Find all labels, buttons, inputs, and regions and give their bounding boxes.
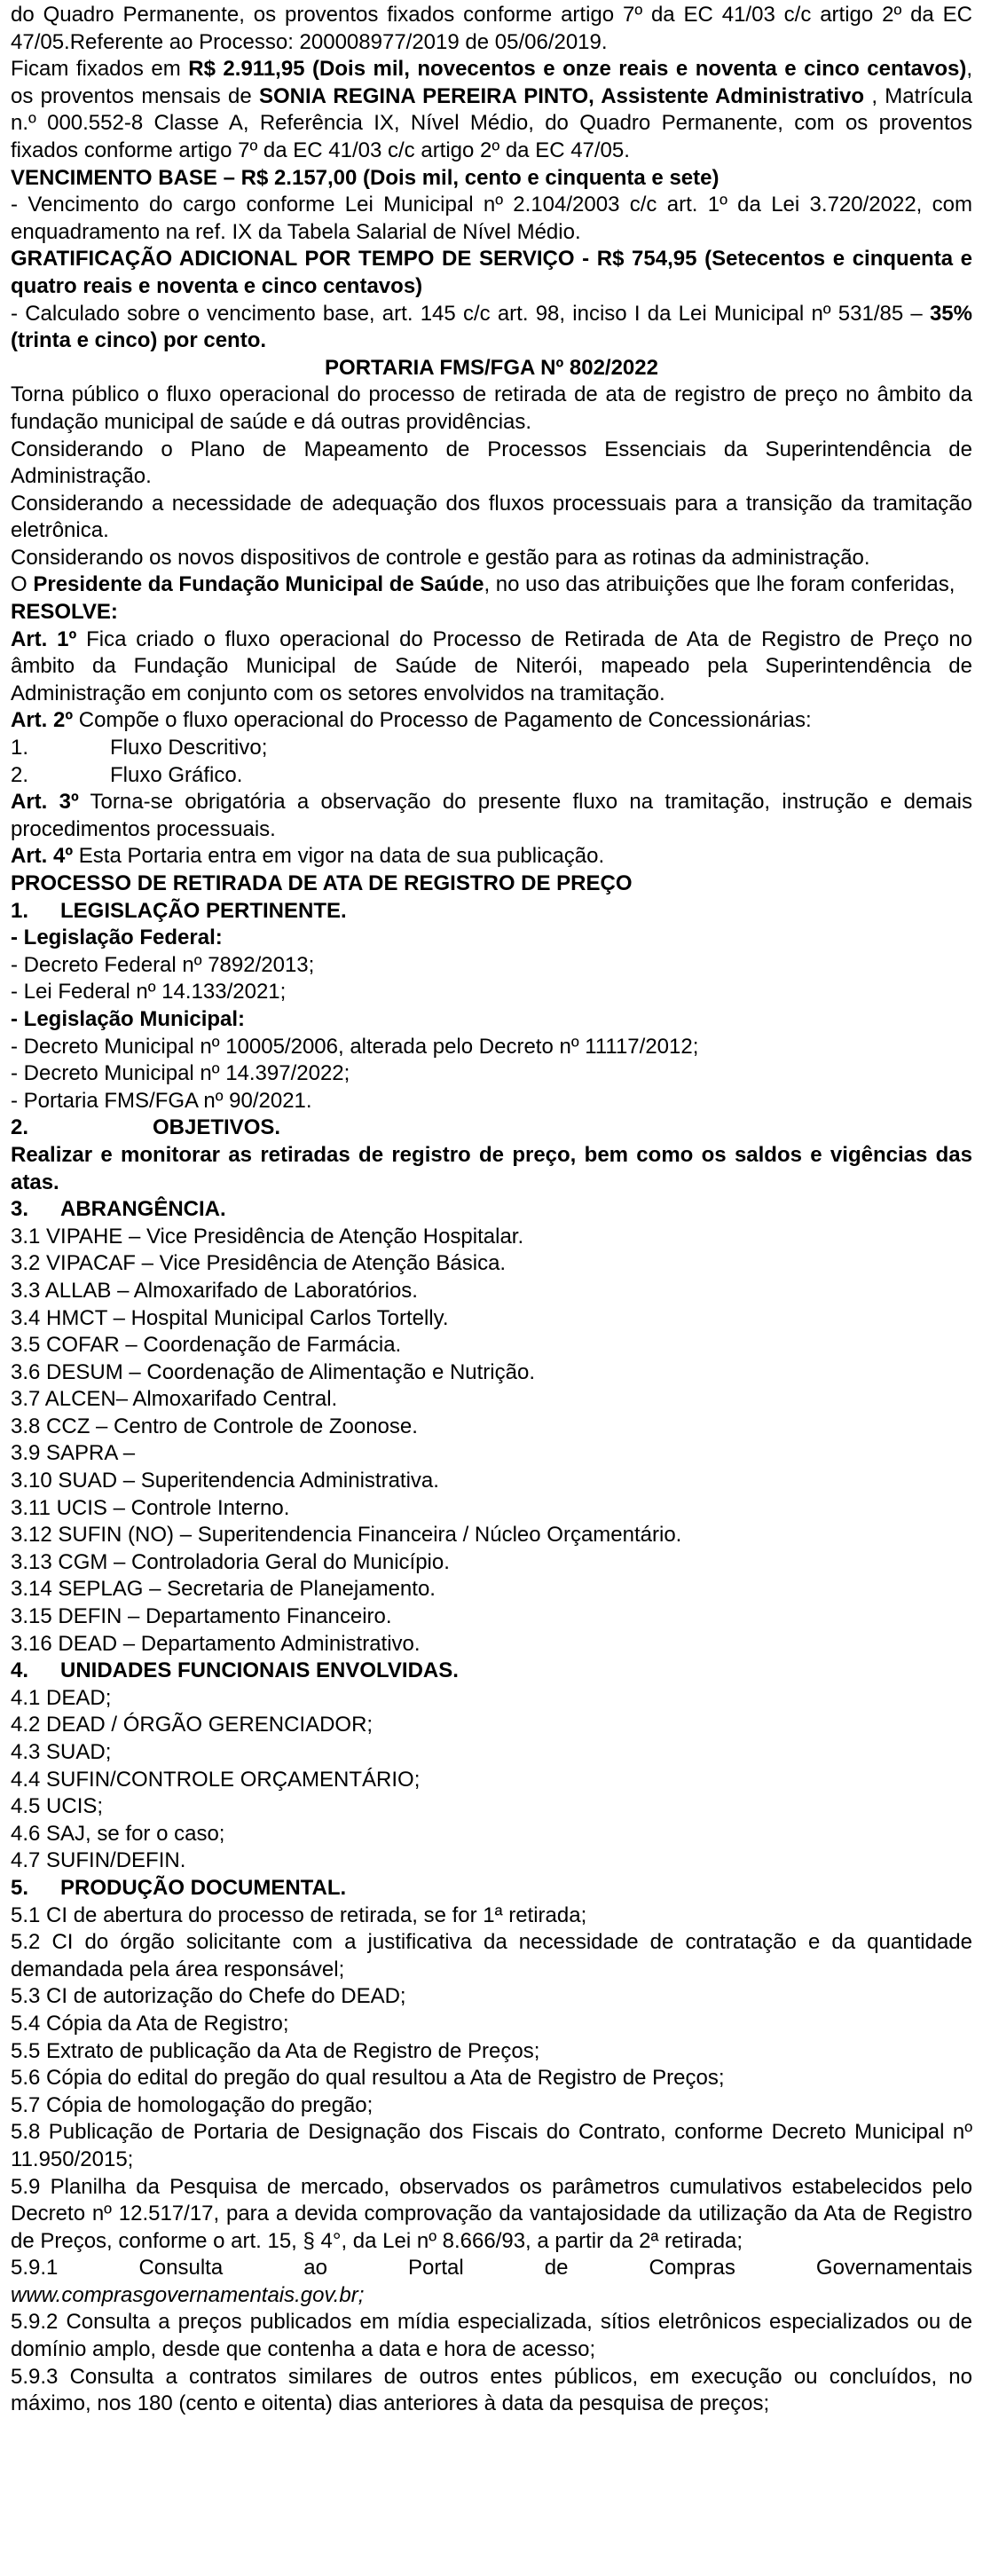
document-paragraph bbox=[11, 2119, 972, 2173]
document-paragraph bbox=[11, 1332, 972, 1359]
document-paragraph bbox=[11, 1305, 972, 1333]
text-run: 5.6 Cópia do edital do pregão do qual resultou a Ata de Registro de Preços; bbox=[11, 2066, 725, 2091]
text-run: 3.5 COFAR – Coordenação de Farmácia. bbox=[11, 1333, 402, 1358]
text-run: 5.3 CI de autorização do Chefe do DEAD; bbox=[11, 1984, 406, 2009]
document-paragraph bbox=[11, 1576, 972, 1603]
document-paragraph bbox=[11, 1793, 972, 1821]
text-run: 4.7 SUFIN/DEFIN. bbox=[11, 1848, 186, 1873]
document-paragraph bbox=[11, 2309, 972, 2363]
text-run: 4.4 SUFIN/CONTROLE ORÇAMENTÁRIO; bbox=[11, 1767, 421, 1792]
text-run: PROCESSO DE RETIRADA DE ATA DE REGISTRO DE PREÇO bbox=[11, 871, 633, 895]
text-run: OBJETIVOS. bbox=[153, 1115, 281, 1140]
document-paragraph bbox=[11, 491, 972, 545]
document-paragraph bbox=[11, 762, 972, 790]
text-run: Art. 4º bbox=[11, 844, 74, 869]
text-run: Presidente da Fundação Municipal de Saúde bbox=[33, 572, 484, 597]
document-paragraph bbox=[11, 2065, 972, 2092]
document-paragraph bbox=[11, 1522, 972, 1549]
text-run: - Portaria FMS/FGA nº 90/2021. bbox=[11, 1088, 312, 1113]
text-run: www.comprasgovernamentais.gov.br; bbox=[11, 2282, 365, 2307]
document-paragraph bbox=[11, 1224, 972, 1251]
text-run: PRODUÇÃO DOCUMENTAL. bbox=[60, 1875, 347, 1900]
text-run: , no uso das atribuições que lhe foram conferidas, bbox=[484, 572, 955, 597]
text-run: Esta Portaria entra em vigor na data de sua publicação. bbox=[73, 844, 605, 869]
document-paragraph bbox=[11, 1468, 972, 1495]
text-run: - Decreto Municipal nº 10005/2006, alterada pelo Decreto nº 11117/2012; bbox=[11, 1034, 699, 1059]
text-run: 3.9 SAPRA – bbox=[11, 1441, 136, 1466]
text-run: 3.15 DEFIN – Departamento Financeiro. bbox=[11, 1604, 392, 1629]
text-run: 5.9.1 Consulta ao Portal de Compras Governamentais bbox=[11, 2256, 972, 2281]
text-run: 4.1 DEAD; bbox=[11, 1685, 112, 1710]
document-paragraph bbox=[11, 952, 972, 980]
text-run: 3.6 DESUM – Coordenação de Alimentação e Nutrição. bbox=[11, 1359, 535, 1384]
text-run: 3.7 ALCEN– Almoxarifado Central. bbox=[11, 1387, 338, 1412]
text-run: - Vencimento do cargo conforme Lei Municipal nº 2.104/2003 c/c art. 1º da Lei 3.720/2022, com enquadramento na ref. IX da Tabela Salarial de Nível Médio. bbox=[11, 193, 972, 244]
document-paragraph bbox=[11, 1875, 972, 1902]
text-run: LEGISLAÇÃO PERTINENTE. bbox=[60, 898, 347, 923]
text-run: Art. 1º bbox=[11, 626, 77, 651]
document-paragraph bbox=[11, 925, 972, 952]
document-paragraph bbox=[11, 437, 972, 491]
text-run: Ficam fixados em bbox=[11, 57, 189, 82]
item-number: 2. bbox=[11, 762, 29, 787]
text-run: 4.2 DEAD / ÓRGÃO GERENCIADOR; bbox=[11, 1713, 374, 1737]
document-paragraph bbox=[11, 843, 972, 870]
document-paragraph bbox=[11, 1359, 972, 1387]
item-number: 2. bbox=[11, 1115, 29, 1140]
text-run: VENCIMENTO BASE – R$ 2.157,00 (Dois mil, cento e cinquenta e sete) bbox=[11, 165, 720, 190]
text-run: 4.5 UCIS; bbox=[11, 1794, 104, 1819]
text-run: 5.9 Planilha da Pesquisa de mercado, observados os parâmetros cumulativos estabelecidos pelo Decreto nº 12.517/17, para a devida comprovação da vantajosidade da utilização da Ata de Registro de Preços, conforme o art. 15, § 4°, da Lei nº 8.666/93, a partir da 2ª retirada; bbox=[11, 2174, 972, 2253]
document-paragraph bbox=[11, 2011, 972, 2038]
document-paragraph bbox=[11, 789, 972, 843]
text-run: 3.10 SUAD – Superitendencia Administrativa. bbox=[11, 1469, 439, 1493]
document-paragraph bbox=[11, 735, 972, 762]
document-paragraph bbox=[11, 1386, 972, 1414]
text-run: UNIDADES FUNCIONAIS ENVOLVIDAS. bbox=[60, 1658, 459, 1683]
text-run: 5.9.2 Consulta a preços publicados em mídia especializada, sítios eletrônicos especializados ou de domínio amplo, desde que contenha a data e hora de acesso; bbox=[11, 2310, 972, 2362]
text-run: , os proventos mensais de bbox=[11, 57, 973, 108]
text-run: Considerando os novos dispositivos de controle e gestão para as rotinas da administração. bbox=[11, 545, 870, 570]
text-run: Art. 3º bbox=[11, 790, 79, 815]
text-run: Compõe o fluxo operacional do Processo de Pagamento de Concessionárias: bbox=[73, 708, 812, 733]
text-run: Art. 2º bbox=[11, 708, 74, 733]
text-run: ABRANGÊNCIA. bbox=[60, 1197, 226, 1222]
document-paragraph bbox=[11, 1495, 972, 1523]
text-run: - Calculado sobre o vencimento base, art. 145 c/c art. 98, inciso I da Lei Municipal nº 531/85 – bbox=[11, 301, 930, 326]
text-run: Considerando a necessidade de adequação dos fluxos processuais para a transição da tramitação eletrônica. bbox=[11, 491, 972, 543]
document-paragraph bbox=[11, 2282, 972, 2310]
text-run: Fluxo Descritivo; bbox=[110, 736, 268, 760]
document-paragraph bbox=[11, 1414, 972, 1441]
document-paragraph bbox=[11, 382, 972, 436]
text-run: - Lei Federal nº 14.133/2021; bbox=[11, 980, 287, 1004]
document-paragraph bbox=[11, 1278, 972, 1305]
document-paragraph bbox=[11, 2174, 972, 2256]
text-run: PORTARIA FMS/FGA Nº 802/2022 bbox=[325, 355, 658, 380]
text-run: Torna-se obrigatória a observação do presente fluxo na tramitação, instrução e demais procedimentos processuais. bbox=[11, 790, 972, 841]
document-paragraph bbox=[11, 1088, 972, 1115]
document-paragraph bbox=[11, 1739, 972, 1767]
document-paragraph bbox=[11, 1440, 972, 1468]
text-run: GRATIFICAÇÃO ADICIONAL POR TEMPO DE SERVIÇO - R$ 754,95 (Setecentos e cinquenta e quatro reais e noventa e cinco centavos) bbox=[11, 247, 972, 298]
text-run: 3.12 SUFIN (NO) – Superitendencia Financeira / Núcleo Orçamentário. bbox=[11, 1523, 682, 1548]
item-number: 3. bbox=[11, 1197, 29, 1222]
document-paragraph bbox=[11, 2255, 972, 2282]
text-run: 3.14 SEPLAG – Secretaria de Planejamento. bbox=[11, 1577, 436, 1602]
document-paragraph bbox=[11, 1685, 972, 1713]
document-paragraph bbox=[11, 1767, 972, 1794]
text-run: RESOLVE: bbox=[11, 600, 118, 625]
document-paragraph bbox=[11, 1115, 972, 1142]
item-number: 1. bbox=[11, 736, 29, 760]
text-run: 5.7 Cópia de homologação do pregão; bbox=[11, 2092, 374, 2117]
text-run: 35% (trinta e cinco) por cento. bbox=[11, 301, 972, 353]
document-paragraph bbox=[11, 870, 972, 898]
text-run: Fica criado o fluxo operacional do Processo de Retirada de Ata de Registro de Preço no âmbito da Fundação Municipal de Saúde de Niterói, mapeado pela Superintendência de Administração em conjunto com os setores envolvidos na tramitação. bbox=[11, 626, 972, 705]
text-run: 5.9.3 Consulta a contratos similares de outros entes públicos, em execução ou concluídos, no máximo, nos 180 (cento e oitenta) dias anteriores à data da pesquisa de preços; bbox=[11, 2364, 972, 2416]
document-paragraph bbox=[11, 1929, 972, 1983]
document-paragraph bbox=[11, 2, 972, 56]
text-run: Realizar e monitorar as retiradas de registro de preço, bem como os saldos e vigências das atas. bbox=[11, 1142, 972, 1194]
text-run: 3.16 DEAD – Departamento Administrativo. bbox=[11, 1631, 421, 1656]
text-run: Considerando o Plano de Mapeamento de Processos Essenciais da Superintendência de Administração. bbox=[11, 437, 972, 489]
text-run: 3.4 HMCT – Hospital Municipal Carlos Tortelly. bbox=[11, 1305, 449, 1330]
document-paragraph bbox=[11, 1631, 972, 1658]
document-paragraph bbox=[11, 1821, 972, 1848]
document-paragraph bbox=[11, 1250, 972, 1278]
text-run: R$ 2.911,95 (Dois mil, novecentos e onze reais e noventa e cinco centavos) bbox=[188, 57, 967, 82]
document-paragraph bbox=[11, 571, 972, 599]
document-paragraph bbox=[11, 1983, 972, 2011]
document-paragraph bbox=[11, 1060, 972, 1088]
text-run: 3.11 UCIS – Controle Interno. bbox=[11, 1495, 290, 1520]
text-run: 5.1 CI de abertura do processo de retirada, se for 1ª retirada; bbox=[11, 1902, 587, 1927]
text-run: Torna público o fluxo operacional do processo de retirada de ata de registro de preço no âmbito da fundação municipal de saúde e dá outras providências. bbox=[11, 382, 972, 434]
document-paragraph bbox=[11, 192, 972, 246]
document-paragraph bbox=[11, 165, 972, 193]
document-paragraph bbox=[11, 1658, 972, 1685]
document-paragraph bbox=[11, 1006, 972, 1034]
document-paragraph bbox=[11, 545, 972, 572]
text-run: Fluxo Gráfico. bbox=[110, 762, 243, 787]
text-run: SONIA REGINA PEREIRA PINTO, Assistente Administrativo bbox=[259, 83, 865, 108]
document-paragraph bbox=[11, 355, 972, 382]
text-run: O bbox=[11, 572, 34, 597]
text-run: 5.5 Extrato de publicação da Ata de Registro de Preços; bbox=[11, 2038, 540, 2063]
item-number: 4. bbox=[11, 1658, 29, 1683]
document-paragraph bbox=[11, 301, 972, 355]
document-paragraph bbox=[11, 1902, 972, 1930]
document-paragraph bbox=[11, 626, 972, 708]
text-run: 5.4 Cópia da Ata de Registro; bbox=[11, 2011, 289, 2036]
document-paragraph bbox=[11, 898, 972, 926]
document-paragraph bbox=[11, 1712, 972, 1739]
document-paragraph bbox=[11, 1549, 972, 1577]
text-run: 3.1 VIPAHE – Vice Presidência de Atenção Hospitalar. bbox=[11, 1224, 524, 1249]
document-paragraph bbox=[11, 1196, 972, 1224]
document-paragraph bbox=[11, 707, 972, 735]
document-paragraph bbox=[11, 1034, 972, 1061]
text-run: - Decreto Municipal nº 14.397/2022; bbox=[11, 1061, 350, 1086]
document-paragraph bbox=[11, 2038, 972, 2066]
document-paragraph bbox=[11, 56, 972, 164]
text-run: 5.2 CI do órgão solicitante com a justificativa da necessidade de contratação e da quantidade demandada pela área responsável; bbox=[11, 1930, 972, 1981]
document-paragraph bbox=[11, 246, 972, 300]
text-run: 3.2 VIPACAF – Vice Presidência de Atenção Básica. bbox=[11, 1251, 507, 1276]
text-run: 3.8 CCZ – Centro de Controle de Zoonose. bbox=[11, 1414, 418, 1438]
text-run: 4.3 SUAD; bbox=[11, 1740, 112, 1764]
text-run: do Quadro Permanente, os proventos fixados conforme artigo 7º da EC 41/03 c/c artigo 2º da EC 47/05.Referente ao Processo: 200008977/2019 de 05/06/2019. bbox=[11, 3, 972, 54]
document-paragraph bbox=[11, 2364, 972, 2418]
text-run: 4.6 SAJ, se for o caso; bbox=[11, 1821, 225, 1846]
document-paragraph bbox=[11, 599, 972, 626]
text-run: - Legislação Federal: bbox=[11, 926, 223, 950]
document-paragraph bbox=[11, 979, 972, 1006]
text-run: 3.3 ALLAB – Almoxarifado de Laboratórios. bbox=[11, 1278, 418, 1303]
item-number: 1. bbox=[11, 898, 29, 923]
text-run: , Matrícula n.º 000.552-8 Classe A, Referência IX, Nível Médio, do Quadro Permanente, com os proventos fixados conforme artigo 7º da EC 41/03 c/c artigo 2º da EC 47/05. bbox=[11, 83, 973, 162]
document-paragraph bbox=[11, 1603, 972, 1631]
document-paragraph bbox=[11, 2092, 972, 2120]
text-run: 3.13 CGM – Controladoria Geral do Município. bbox=[11, 1549, 450, 1574]
document-paragraph bbox=[11, 1142, 972, 1196]
text-run: - Legislação Municipal: bbox=[11, 1006, 246, 1031]
item-number: 5. bbox=[11, 1875, 29, 1900]
text-run: - Decreto Federal nº 7892/2013; bbox=[11, 952, 315, 977]
text-run: 5.8 Publicação de Portaria de Designação dos Fiscais do Contrato, conforme Decreto Municipal nº 11.950/2015; bbox=[11, 2120, 972, 2171]
document-paragraph bbox=[11, 1847, 972, 1875]
